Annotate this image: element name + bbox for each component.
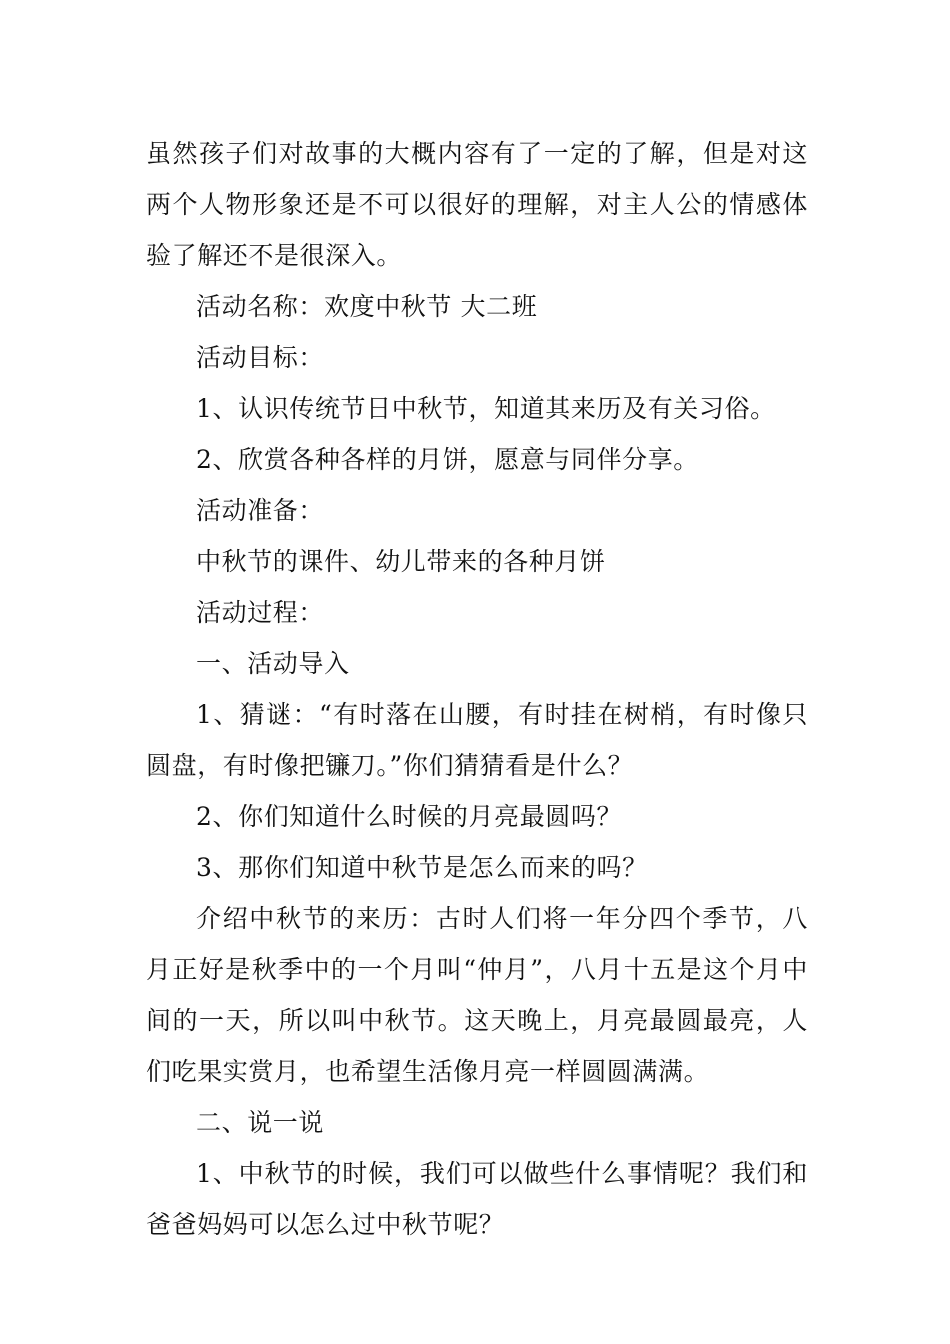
heading-activity-goals: 活动目标： — [196, 343, 325, 372]
process-item-moon-question: 2、你们知道什么时候的月亮最圆吗？ — [196, 802, 623, 831]
goal-item-1: 1、认识传统节日中秋节，知道其来历及有关习俗。 — [196, 394, 776, 423]
paragraph-festival-origin: 介绍中秋节的来历：古时人们将一年分四个季节，八月正好是秋季中的一个月叫“仲月”，八月十五是这个月中间的一天，所以叫中秋节。这天晚上，月亮最圆最亮，人们吃果实赏月，也希望生活像月亮一样圆圆满满。 — [146, 904, 808, 1086]
document-body — [146, 128, 808, 1250]
heading-activity-process: 活动过程： — [196, 598, 325, 627]
process-item-origin-question: 3、那你们知道中秋节是怎么而来的吗？ — [196, 853, 648, 882]
section-intro-heading: 一、活动导入 — [196, 649, 350, 678]
goal-item-2: 2、欣赏各种各样的月饼，愿意与同伴分享。 — [196, 445, 699, 474]
process-item-riddle: 1、猜谜：“有时落在山腰，有时挂在树梢，有时像只圆盘，有时像把镰刀。”你们猜猜看是什么？ — [146, 700, 808, 780]
heading-activity-preparation: 活动准备： — [196, 496, 325, 525]
paragraph-activity-name: 活动名称：欢度中秋节 大二班 — [196, 292, 538, 321]
discuss-item-1: 1、中秋节的时候，我们可以做些什么事情呢？我们和爸爸妈妈可以怎么过中秋节呢？ — [146, 1159, 808, 1239]
section-discuss-heading: 二、说一说 — [196, 1108, 325, 1137]
paragraph-intro: 虽然孩子们对故事的大概内容有了一定的了解，但是对这两个人物形象还是不可以很好的理解，对主人公的情感体验了解还不是很深入。 — [146, 139, 808, 270]
preparation-text: 中秋节的课件、幼儿带来的各种月饼 — [196, 547, 606, 576]
